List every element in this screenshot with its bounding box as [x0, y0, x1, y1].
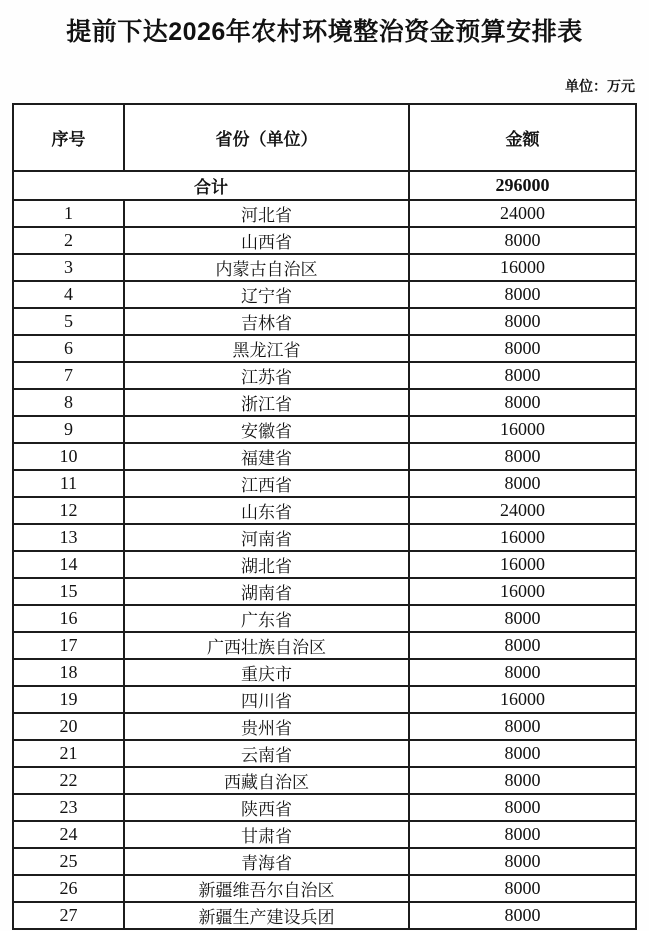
serial-cell: 2 [13, 227, 124, 254]
table-row [13, 848, 636, 875]
table-row [13, 875, 636, 902]
province-cell: 广东省 [124, 605, 409, 632]
serial-cell: 1 [13, 200, 124, 227]
province-cell: 辽宁省 [124, 281, 409, 308]
total-row [13, 171, 636, 200]
table-row [13, 308, 636, 335]
amount-cell: 8000 [409, 362, 636, 389]
amount-cell: 8000 [409, 875, 636, 902]
serial-cell: 19 [13, 686, 124, 713]
province-cell: 吉林省 [124, 308, 409, 335]
province-cell: 四川省 [124, 686, 409, 713]
serial-cell: 27 [13, 902, 124, 929]
serial-cell: 12 [13, 497, 124, 524]
serial-cell: 10 [13, 443, 124, 470]
total-label: 合计 [13, 171, 409, 200]
table-row [13, 470, 636, 497]
province-cell: 安徽省 [124, 416, 409, 443]
province-cell: 新疆维吾尔自治区 [124, 875, 409, 902]
serial-cell: 22 [13, 767, 124, 794]
province-cell: 重庆市 [124, 659, 409, 686]
table-row [13, 713, 636, 740]
table-row [13, 281, 636, 308]
table-row [13, 659, 636, 686]
table-row [13, 605, 636, 632]
table-row [13, 362, 636, 389]
column-header-province: 省份（单位） [124, 104, 409, 171]
amount-cell: 8000 [409, 794, 636, 821]
province-cell: 内蒙古自治区 [124, 254, 409, 281]
serial-cell: 3 [13, 254, 124, 281]
province-cell: 湖南省 [124, 578, 409, 605]
province-cell: 河南省 [124, 524, 409, 551]
province-cell: 广西壮族自治区 [124, 632, 409, 659]
serial-cell: 17 [13, 632, 124, 659]
table-row [13, 794, 636, 821]
table-row [13, 389, 636, 416]
unit-note: 单位：万元 [565, 78, 635, 94]
column-header-serial: 序号 [13, 104, 124, 171]
province-cell: 甘肃省 [124, 821, 409, 848]
province-cell: 新疆生产建设兵团 [124, 902, 409, 929]
amount-cell: 8000 [409, 335, 636, 362]
serial-cell: 25 [13, 848, 124, 875]
header-row [13, 104, 636, 171]
amount-cell: 8000 [409, 389, 636, 416]
amount-cell: 16000 [409, 416, 636, 443]
serial-cell: 16 [13, 605, 124, 632]
serial-cell: 15 [13, 578, 124, 605]
amount-cell: 8000 [409, 227, 636, 254]
province-cell: 福建省 [124, 443, 409, 470]
amount-cell: 8000 [409, 443, 636, 470]
table-row [13, 767, 636, 794]
amount-cell: 24000 [409, 200, 636, 227]
serial-cell: 4 [13, 281, 124, 308]
province-cell: 黑龙江省 [124, 335, 409, 362]
table-row [13, 200, 636, 227]
table-row [13, 551, 636, 578]
amount-cell: 24000 [409, 497, 636, 524]
amount-cell: 16000 [409, 551, 636, 578]
province-cell: 湖北省 [124, 551, 409, 578]
province-cell: 青海省 [124, 848, 409, 875]
table-row [13, 578, 636, 605]
province-cell: 贵州省 [124, 713, 409, 740]
province-cell: 江苏省 [124, 362, 409, 389]
table-row [13, 686, 636, 713]
province-cell: 山西省 [124, 227, 409, 254]
page-title: 提前下达2026年农村环境整治资金预算安排表 [66, 18, 583, 46]
serial-cell: 6 [13, 335, 124, 362]
table-row [13, 227, 636, 254]
serial-cell: 13 [13, 524, 124, 551]
amount-cell: 8000 [409, 713, 636, 740]
column-header-amount: 金额 [409, 104, 636, 171]
budget-table [12, 103, 637, 930]
amount-cell: 8000 [409, 470, 636, 497]
amount-cell: 8000 [409, 767, 636, 794]
table-row [13, 740, 636, 767]
amount-cell: 8000 [409, 632, 636, 659]
serial-cell: 14 [13, 551, 124, 578]
table-row [13, 335, 636, 362]
amount-cell: 8000 [409, 659, 636, 686]
amount-cell: 8000 [409, 605, 636, 632]
serial-cell: 26 [13, 875, 124, 902]
table-row [13, 524, 636, 551]
province-cell: 陕西省 [124, 794, 409, 821]
table-row [13, 416, 636, 443]
serial-cell: 5 [13, 308, 124, 335]
amount-cell: 16000 [409, 254, 636, 281]
amount-cell: 8000 [409, 308, 636, 335]
amount-cell: 8000 [409, 848, 636, 875]
serial-cell: 9 [13, 416, 124, 443]
serial-cell: 21 [13, 740, 124, 767]
serial-cell: 11 [13, 470, 124, 497]
amount-cell: 16000 [409, 578, 636, 605]
amount-cell: 8000 [409, 821, 636, 848]
amount-cell: 16000 [409, 524, 636, 551]
table-row [13, 821, 636, 848]
province-cell: 西藏自治区 [124, 767, 409, 794]
serial-cell: 18 [13, 659, 124, 686]
province-cell: 山东省 [124, 497, 409, 524]
province-cell: 江西省 [124, 470, 409, 497]
serial-cell: 24 [13, 821, 124, 848]
amount-cell: 8000 [409, 902, 636, 929]
table-row [13, 902, 636, 929]
amount-cell: 16000 [409, 686, 636, 713]
province-cell: 河北省 [124, 200, 409, 227]
serial-cell: 23 [13, 794, 124, 821]
serial-cell: 7 [13, 362, 124, 389]
serial-cell: 20 [13, 713, 124, 740]
total-amount: 296000 [409, 171, 636, 200]
table-row [13, 254, 636, 281]
amount-cell: 8000 [409, 281, 636, 308]
table-row [13, 632, 636, 659]
serial-cell: 8 [13, 389, 124, 416]
table-row [13, 443, 636, 470]
province-cell: 云南省 [124, 740, 409, 767]
amount-cell: 8000 [409, 740, 636, 767]
province-cell: 浙江省 [124, 389, 409, 416]
table-row [13, 497, 636, 524]
